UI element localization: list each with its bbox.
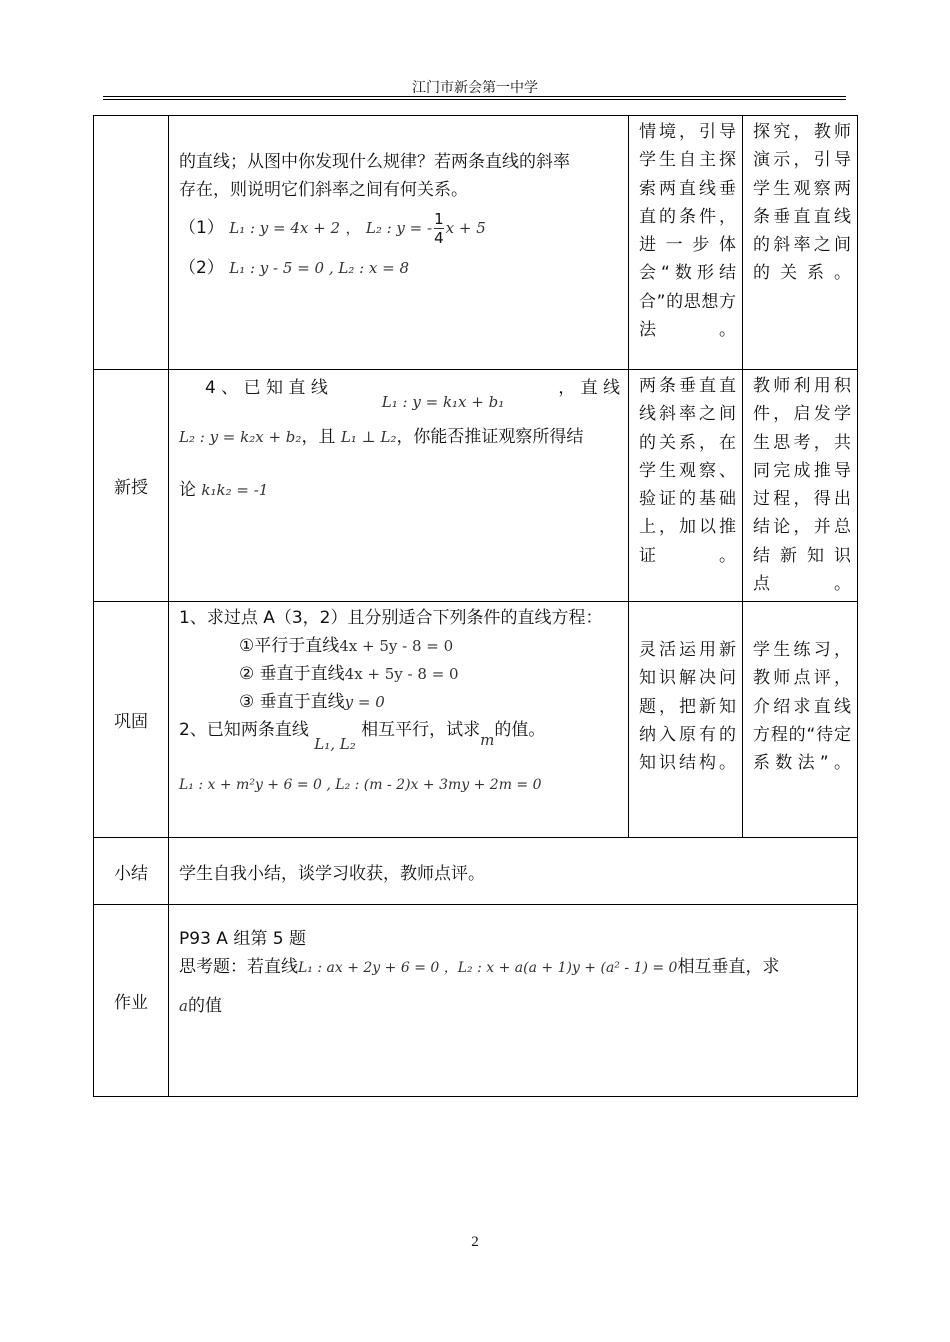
activity-cell [743,602,858,838]
equation: L₂ : y = - [365,219,433,237]
content-line: 4 、 已 知 直 线 L₁ : y = k₁x + b₁ ， 直 线 [179,374,620,414]
variable: m [480,731,495,749]
equation: L₁, L₂ [314,735,356,753]
equation: x + 5 [445,219,486,237]
page-header: 江门市新会第一中学 [412,80,538,96]
equation: 4x + 5y - 8 = 0 [344,665,459,683]
variable: a [179,997,188,1015]
content-cell [169,116,629,370]
intent-text: 情境，引导学生自主探索两直线垂直的条件，进一步体会“数形结合”的思想方法。 [639,122,736,341]
table-row [94,370,858,602]
header-rule [103,96,846,97]
activity-text: 探究，教师演示，引导学生观察两条垂直直线的斜率之间的关系。 [753,122,851,284]
content-line: L₂ : y = k₂x + b₂，且 L₁ ⊥ L₂，你能否推证观察所得结 [179,427,584,447]
intent-cell [629,370,743,602]
stage-label: 新授 [94,370,169,602]
equation: k₁k₂ = -1 [201,481,269,499]
equation: y = 0 [344,693,385,711]
activity-cell [743,116,858,370]
content-line: 的直线；从图中你发现什么规律？若两条直线的斜率 [179,152,570,172]
stage-cell [94,116,169,370]
stage-label: 巩固 [94,602,169,838]
intent-cell [629,116,743,370]
equation: L₁ : y = 4x + 2 [229,219,341,237]
equation: L₁ : y = k₁x + b₁ [381,393,505,411]
activity-text: 学生练习，教师点评，介绍求直线方程的“待定系数法”。 [753,640,851,774]
content-cell [169,602,629,838]
content-line: 存在，则说明它们斜率之间有何关系。 [179,180,468,200]
summary-text: 学生自我小结，谈学习收获，教师点评。 [179,863,485,884]
equation: L₁ ⊥ L₂ [340,428,397,446]
equation-line: （2） L₁ : y - 5 = 0 , L₂ : x = 8 [179,258,410,278]
activity-cell [743,370,858,602]
table-row [94,905,858,1097]
homework-line: 思考题：若直线L₁ : ax + 2y + 6 = 0 ，L₂ : x + a(a + 1)y + (a² - 1) = 0相互垂直，求 [179,957,780,977]
question-part: ③ 垂直于直线y = 0 [239,692,385,712]
fraction: $\frac{1}{4}$ [434,209,444,247]
question: 1、求过点 A（3，2）且分别适合下列条件的直线方程： [179,608,603,628]
question: 2、已知两条直线 L₁, L₂ 相互平行，试求m的值。 [179,720,546,753]
question-part: ② 垂直于直线4x + 5y - 8 = 0 [239,664,459,684]
content-cell [169,905,858,1097]
equation-line: （1） L₁ : y = 4x + 2 ， L₂ : y = - $\frac{1}{4}$ x + 5 [179,209,486,247]
homework-line: P93 A 组第 5 题 [179,929,306,949]
intent-text: 灵活运用新知识解决问题，把新知纳入原有的知识结构。 [639,640,736,774]
lesson-table [93,115,858,1097]
equation: L₁ : y - 5 = 0 , L₂ : x = 8 [229,259,410,277]
stage-label: 作业 [94,905,169,1097]
intent-cell [629,602,743,838]
stage-label: 小结 [94,838,169,905]
equation: L₁ : x + m²y + 6 = 0 , L₂ : (m - 2)x + 3my + 2m = 0 [179,777,542,793]
equation: L₁ : ax + 2y + 6 = 0 ，L₂ : x + a(a + 1)y + (a² - 1) = 0 [298,960,678,976]
intent-text: 两条垂直直线斜率之间的关系，在学生观察、验证的基础上，加以推证。 [639,376,736,566]
homework-line: a的值 [179,996,222,1016]
equation: L₂ : y = k₂x + b₂ [179,428,302,446]
activity-text: 教师利用积件，启发学生思考，共同完成推导过程，得出结论，并总结新知识点。 [753,376,851,595]
question-part: ①平行于直线4x + 5y - 8 = 0 [239,636,454,656]
equation-line [179,770,620,799]
page-number: 2 [471,1234,479,1250]
equation: 4x + 5y - 8 = 0 [339,637,454,655]
content-line: 论 k₁k₂ = -1 [179,480,269,500]
header-rule-thin [103,99,846,100]
table-row [94,602,858,838]
table-row [94,838,858,905]
table-row [94,116,858,370]
content-cell [169,370,629,602]
content-cell [169,838,858,905]
